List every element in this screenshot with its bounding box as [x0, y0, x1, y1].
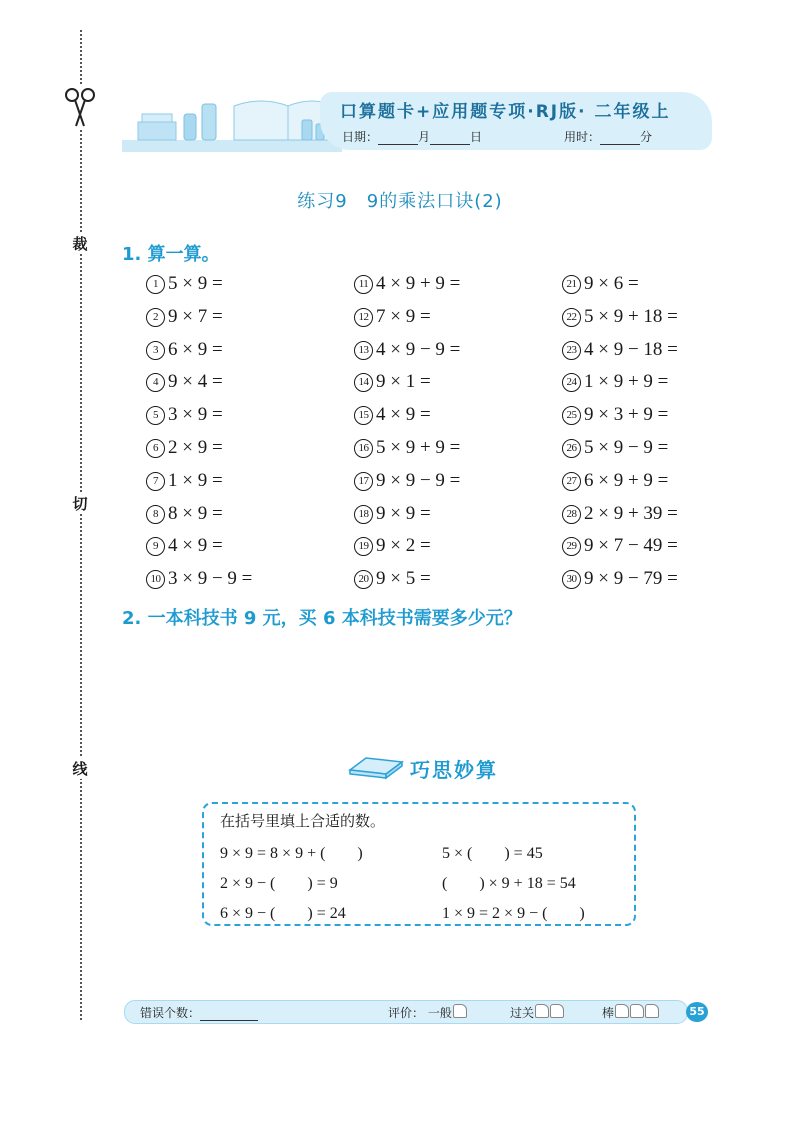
problem-28[interactable] [562, 503, 678, 525]
day-blank[interactable] [430, 132, 470, 145]
problem-expression: 7 × 9 = [376, 305, 431, 327]
problem-10[interactable] [146, 568, 252, 590]
problem-expression: 1 × 9 = [168, 469, 223, 491]
problem-number: 5 [146, 406, 165, 425]
problem-expression: 9 × 9 − 79 = [584, 568, 678, 590]
bonus-title: 巧思妙算 [410, 758, 498, 782]
section2-question: 2. 一本科技书 9 元，买 6 本科技书需要多少元？ [122, 608, 522, 629]
problem-number: 23 [562, 341, 581, 360]
problem-23[interactable] [562, 339, 678, 361]
problem-22[interactable] [562, 306, 678, 328]
time-blank[interactable] [600, 132, 640, 145]
problem-number: 17 [354, 472, 373, 491]
problem-expression: 9 × 9 = [376, 502, 431, 524]
rating-normal[interactable]: 一般 [427, 1006, 452, 1020]
problem-number: 8 [146, 505, 165, 524]
problem-8[interactable] [146, 503, 223, 525]
problem-29[interactable] [562, 535, 678, 557]
bonus-problem-2[interactable]: 5 × ( ) = 45 [442, 845, 543, 862]
problem-number: 24 [562, 373, 581, 392]
problem-number: 26 [562, 439, 581, 458]
problem-number: 21 [562, 275, 581, 294]
problem-number: 14 [354, 373, 373, 392]
problem-expression: 9 × 7 = [168, 305, 223, 327]
problem-26[interactable] [562, 437, 668, 459]
minute-label: 分 [640, 130, 653, 144]
problem-number: 1 [146, 275, 165, 294]
page-number: 55 [686, 1002, 708, 1022]
problem-expression: 3 × 9 − 9 = [168, 568, 253, 590]
problem-expression: 4 × 9 = [376, 404, 431, 426]
problem-number: 4 [146, 373, 165, 392]
problem-6[interactable] [146, 437, 223, 459]
problem-expression: 9 × 6 = [584, 273, 639, 294]
problem-expression: 5 × 9 = [168, 273, 223, 294]
bonus-problem-3[interactable]: 2 × 9 − ( ) = 9 [220, 875, 338, 892]
scissors-icon [62, 86, 98, 128]
problem-13[interactable] [354, 339, 460, 361]
problem-3[interactable] [146, 339, 223, 361]
problem-number: 9 [146, 537, 165, 556]
problem-number: 3 [146, 341, 165, 360]
rating-pass: 过关 [510, 1006, 535, 1020]
problem-27[interactable] [562, 470, 668, 492]
problem-number: 19 [354, 537, 373, 556]
header-illustration [122, 96, 342, 154]
header-title: 口算题卡+应用题专项·RJ版· 二年级上 [340, 102, 671, 122]
bonus-problem-4[interactable]: ( ) × 9 + 18 = 54 [442, 875, 576, 892]
problem-number: 13 [354, 341, 373, 360]
problem-17[interactable] [354, 470, 460, 492]
problem-number: 16 [354, 439, 373, 458]
problem-expression: 9 × 9 − 9 = [376, 469, 461, 491]
problem-expression: 9 × 4 = [168, 371, 223, 393]
thumb-icon [615, 1004, 629, 1018]
error-count-field [140, 1004, 258, 1021]
date-label: 日期： [342, 130, 379, 144]
problem-9[interactable] [146, 535, 223, 557]
cut-char-2: 切 [70, 493, 90, 514]
problem-expression: 9 × 1 = [376, 371, 431, 393]
time-field [564, 128, 652, 145]
month-label: 月 [418, 130, 431, 144]
problem-expression: 4 × 9 + 9 = [376, 273, 461, 294]
problem-number: 7 [146, 472, 165, 491]
problem-25[interactable] [562, 404, 668, 426]
problem-number: 20 [354, 570, 373, 589]
problem-7[interactable] [146, 470, 223, 492]
bonus-instruction: 在括号里填上合适的数。 [220, 812, 386, 830]
problem-number: 2 [146, 308, 165, 327]
problem-number: 6 [146, 439, 165, 458]
problem-expression: 9 × 5 = [376, 568, 431, 590]
rating-label: 评价： [388, 1006, 425, 1020]
problem-number: 27 [562, 472, 581, 491]
problem-expression: 9 × 7 − 49 = [584, 535, 678, 557]
problem-15[interactable] [354, 404, 431, 426]
problem-expression: 4 × 9 = [168, 535, 223, 557]
problem-12[interactable] [354, 306, 431, 328]
problem-expression: 4 × 9 − 9 = [376, 338, 461, 360]
problem-expression: 2 × 9 = [168, 437, 223, 458]
problem-number: 12 [354, 308, 373, 327]
problem-expression: 6 × 9 = [168, 338, 223, 360]
thumb-icon [535, 1004, 549, 1018]
problem-expression: 5 × 9 + 18 = [584, 305, 678, 327]
date-field [342, 128, 482, 145]
problem-number: 15 [354, 406, 373, 425]
bonus-problem-1[interactable]: 9 × 9 = 8 × 9 + ( ) [220, 845, 363, 862]
problem-5[interactable] [146, 404, 223, 426]
books-icon [346, 750, 406, 780]
problem-expression: 3 × 9 = [168, 404, 223, 426]
problem-number: 18 [354, 505, 373, 524]
problem-number: 28 [562, 505, 581, 524]
problem-expression: 4 × 9 − 18 = [584, 338, 678, 360]
time-label: 用时： [564, 130, 601, 144]
problem-20[interactable] [354, 568, 431, 590]
problem-16[interactable] [354, 437, 460, 459]
problem-expression: 9 × 2 = [376, 535, 431, 557]
problem-1[interactable] [146, 273, 223, 295]
errors-blank[interactable] [200, 1008, 258, 1021]
month-blank[interactable] [378, 132, 418, 145]
thumb-icon [630, 1004, 644, 1018]
problem-number: 11 [354, 275, 373, 294]
cut-char-1: 裁 [70, 233, 90, 254]
section1-heading: 1. 算一算。 [122, 244, 220, 265]
problem-21[interactable] [562, 273, 639, 295]
problem-14[interactable] [354, 371, 431, 393]
lesson-title: 练习9 9的乘法口诀(2) [297, 191, 503, 212]
problem-30[interactable] [562, 568, 678, 590]
problem-19[interactable] [354, 535, 431, 557]
problem-expression: 5 × 9 − 9 = [584, 437, 669, 458]
problem-number: 10 [146, 570, 165, 589]
rating-pass-group[interactable] [510, 1004, 564, 1021]
thumb-icon [645, 1004, 659, 1018]
problem-11[interactable] [354, 273, 460, 295]
day-label: 日 [470, 130, 483, 144]
problem-number: 29 [562, 537, 581, 556]
errors-label: 错误个数： [140, 1006, 201, 1020]
bonus-problem-5[interactable]: 6 × 9 − ( ) = 24 [220, 905, 346, 922]
cut-line [80, 30, 82, 1020]
rating-great: 棒 [602, 1006, 615, 1020]
problem-expression: 5 × 9 + 9 = [376, 437, 461, 458]
bonus-problem-6[interactable]: 1 × 9 = 2 × 9 − ( ) [442, 905, 585, 922]
problem-number: 25 [562, 406, 581, 425]
problem-number: 30 [562, 570, 581, 589]
problem-number: 22 [562, 308, 581, 327]
thumb-icon [453, 1004, 467, 1018]
problem-expression: 6 × 9 + 9 = [584, 469, 669, 491]
problem-24[interactable] [562, 371, 668, 393]
rating-great-group[interactable] [602, 1004, 659, 1021]
problem-expression: 8 × 9 = [168, 502, 223, 524]
problem-4[interactable] [146, 371, 223, 393]
cut-char-3: 线 [70, 758, 90, 779]
rating-group [388, 1004, 467, 1021]
problem-expression: 2 × 9 + 39 = [584, 502, 678, 524]
problem-expression: 9 × 3 + 9 = [584, 404, 669, 426]
problem-18[interactable] [354, 503, 431, 525]
thumb-icon [550, 1004, 564, 1018]
problem-expression: 1 × 9 + 9 = [584, 371, 669, 393]
problem-2[interactable] [146, 306, 223, 328]
